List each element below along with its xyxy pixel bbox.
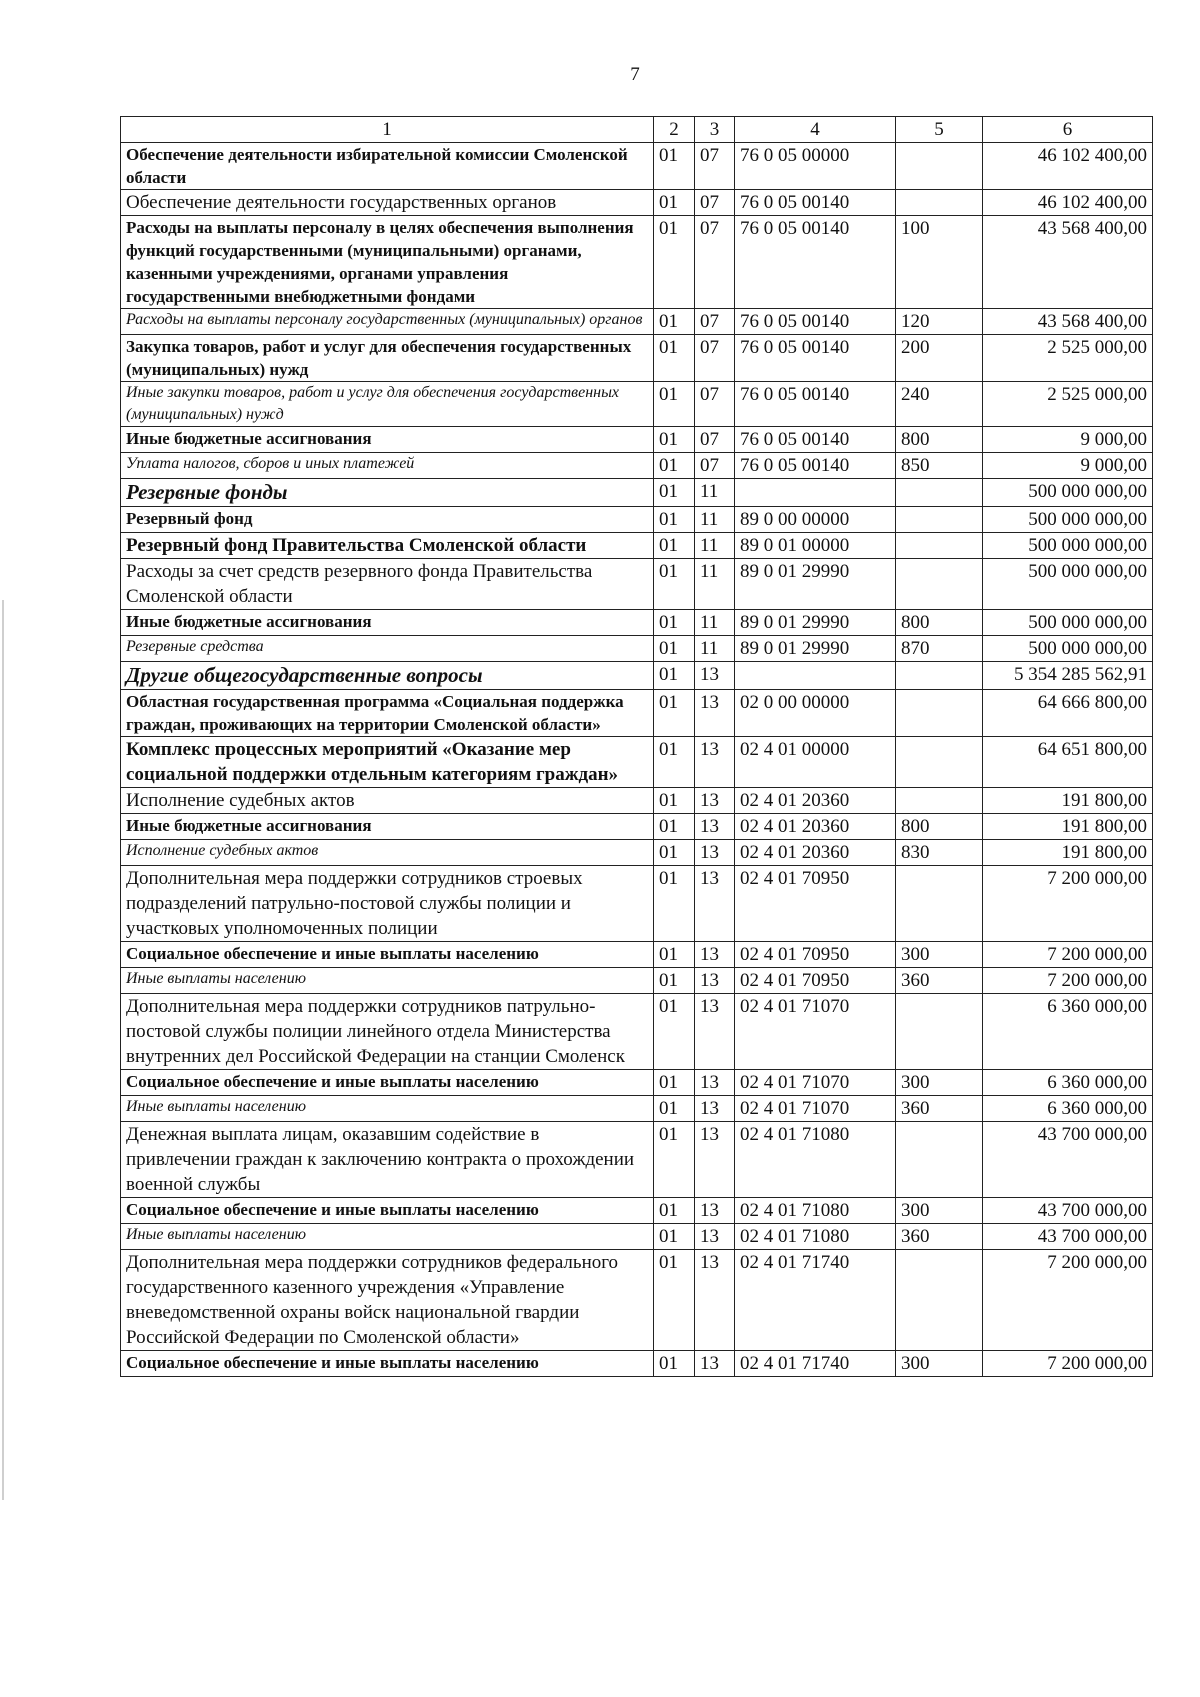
row-subsection-cell: 13 [695, 866, 735, 942]
row-amount-cell: 46 102 400,00 [983, 190, 1153, 216]
row-name-cell: Исполнение судебных актов [121, 840, 654, 866]
row-section-cell: 01 [654, 427, 695, 453]
row-expense-type-cell: 800 [896, 427, 983, 453]
row-section-cell: 01 [654, 533, 695, 559]
row-target-article-cell: 02 4 01 70950 [735, 866, 896, 942]
row-amount-cell: 43 568 400,00 [983, 216, 1153, 309]
row-name-cell: Иные закупки товаров, работ и услуг для обеспечения государственных (муниципальных) нужд [121, 382, 654, 427]
row-target-article-cell: 02 4 01 20360 [735, 788, 896, 814]
row-subsection-cell: 13 [695, 968, 735, 994]
table-row [121, 942, 1153, 968]
row-target-article-cell: 89 0 01 29990 [735, 559, 896, 610]
row-amount-cell: 7 200 000,00 [983, 968, 1153, 994]
row-name-cell: Иные бюджетные ассигнования [121, 610, 654, 636]
row-subsection-cell: 13 [695, 1250, 735, 1351]
table-row [121, 662, 1153, 690]
row-amount-cell: 6 360 000,00 [983, 1096, 1153, 1122]
row-expense-type-cell: 300 [896, 1351, 983, 1377]
row-target-article-cell: 02 4 01 71080 [735, 1198, 896, 1224]
row-section-cell: 01 [654, 840, 695, 866]
row-expense-type-cell: 360 [896, 1096, 983, 1122]
table-row [121, 143, 1153, 190]
row-expense-type-cell: 850 [896, 453, 983, 479]
table-row [121, 1096, 1153, 1122]
table-row [121, 968, 1153, 994]
row-subsection-cell: 13 [695, 840, 735, 866]
row-name-cell: Дополнительная мера поддержки сотрудников строевых подразделений патрульно-постовой службы полиции и участковых уполномоченных полиции [121, 866, 654, 942]
row-target-article-cell: 02 4 01 70950 [735, 942, 896, 968]
row-section-cell: 01 [654, 610, 695, 636]
table-row [121, 190, 1153, 216]
row-subsection-cell: 11 [695, 533, 735, 559]
row-expense-type-cell: 830 [896, 840, 983, 866]
row-name-cell: Социальное обеспечение и иные выплаты населению [121, 942, 654, 968]
row-expense-type-cell [896, 690, 983, 737]
row-expense-type-cell: 240 [896, 382, 983, 427]
table-row [121, 382, 1153, 427]
table-row [121, 559, 1153, 610]
row-subsection-cell: 13 [695, 1096, 735, 1122]
row-name-cell: Закупка товаров, работ и услуг для обеспечения государственных (муниципальных) нужд [121, 335, 654, 382]
table-row [121, 814, 1153, 840]
row-expense-type-cell [896, 1122, 983, 1198]
page-number: 7 [630, 64, 640, 85]
row-section-cell: 01 [654, 814, 695, 840]
column-header-5: 5 [896, 117, 983, 143]
row-subsection-cell: 13 [695, 942, 735, 968]
row-subsection-cell: 07 [695, 190, 735, 216]
row-section-cell: 01 [654, 1096, 695, 1122]
column-header-1: 1 [121, 117, 654, 143]
row-target-article-cell: 76 0 05 00140 [735, 216, 896, 309]
table-header-row [121, 117, 1153, 143]
scan-edge-mark [2, 600, 4, 1500]
row-subsection-cell: 07 [695, 427, 735, 453]
row-amount-cell: 7 200 000,00 [983, 866, 1153, 942]
row-amount-cell: 43 568 400,00 [983, 309, 1153, 335]
row-amount-cell: 46 102 400,00 [983, 143, 1153, 190]
row-amount-cell: 500 000 000,00 [983, 533, 1153, 559]
row-subsection-cell: 11 [695, 559, 735, 610]
column-header-2: 2 [654, 117, 695, 143]
row-name-cell: Расходы на выплаты персоналу государственных (муниципальных) органов [121, 309, 654, 335]
table-row [121, 610, 1153, 636]
table-row [121, 1224, 1153, 1250]
table-row [121, 1351, 1153, 1377]
row-section-cell: 01 [654, 190, 695, 216]
row-expense-type-cell: 300 [896, 1198, 983, 1224]
row-name-cell: Иные бюджетные ассигнования [121, 427, 654, 453]
column-header-4: 4 [735, 117, 896, 143]
row-target-article-cell: 76 0 05 00140 [735, 335, 896, 382]
row-subsection-cell: 13 [695, 788, 735, 814]
row-amount-cell: 9 000,00 [983, 453, 1153, 479]
table-row [121, 533, 1153, 559]
row-section-cell: 01 [654, 143, 695, 190]
row-section-cell: 01 [654, 382, 695, 427]
row-target-article-cell: 02 0 00 00000 [735, 690, 896, 737]
row-target-article-cell: 02 4 01 00000 [735, 737, 896, 788]
row-name-cell: Обеспечение деятельности государственных органов [121, 190, 654, 216]
row-amount-cell: 43 700 000,00 [983, 1122, 1153, 1198]
table-row [121, 453, 1153, 479]
row-subsection-cell: 13 [695, 662, 735, 690]
row-expense-type-cell [896, 1250, 983, 1351]
row-name-cell: Расходы на выплаты персоналу в целях обеспечения выполнения функций государственными (муниципальными) органами, казенными учреждениями, органами управления государственными внебюджетными фондами [121, 216, 654, 309]
row-name-cell: Иные бюджетные ассигнования [121, 814, 654, 840]
row-subsection-cell: 11 [695, 610, 735, 636]
row-target-article-cell: 76 0 05 00140 [735, 190, 896, 216]
row-target-article-cell: 89 0 00 00000 [735, 507, 896, 533]
row-target-article-cell: 02 4 01 70950 [735, 968, 896, 994]
row-subsection-cell: 13 [695, 1198, 735, 1224]
row-name-cell: Резервный фонд Правительства Смоленской области [121, 533, 654, 559]
row-target-article-cell: 02 4 01 71740 [735, 1351, 896, 1377]
row-section-cell: 01 [654, 942, 695, 968]
row-section-cell: 01 [654, 309, 695, 335]
row-target-article-cell: 89 0 01 29990 [735, 610, 896, 636]
row-section-cell: 01 [654, 1198, 695, 1224]
row-name-cell: Денежная выплата лицам, оказавшим содействие в привлечении граждан к заключению контракта о прохождении военной службы [121, 1122, 654, 1198]
row-subsection-cell: 11 [695, 636, 735, 662]
row-name-cell: Исполнение судебных актов [121, 788, 654, 814]
row-target-article-cell [735, 662, 896, 690]
column-header-6: 6 [983, 117, 1153, 143]
row-target-article-cell: 02 4 01 20360 [735, 840, 896, 866]
row-subsection-cell: 13 [695, 1224, 735, 1250]
budget-table [120, 116, 1153, 1377]
row-expense-type-cell [896, 507, 983, 533]
row-name-cell: Резервные фонды [121, 479, 654, 507]
row-target-article-cell: 02 4 01 20360 [735, 814, 896, 840]
row-name-cell: Резервные средства [121, 636, 654, 662]
table-row [121, 690, 1153, 737]
row-expense-type-cell: 800 [896, 610, 983, 636]
row-expense-type-cell [896, 559, 983, 610]
table-row [121, 216, 1153, 309]
row-name-cell: Иные выплаты населению [121, 1096, 654, 1122]
row-amount-cell: 500 000 000,00 [983, 507, 1153, 533]
row-target-article-cell [735, 479, 896, 507]
row-section-cell: 01 [654, 1070, 695, 1096]
column-header-3: 3 [695, 117, 735, 143]
row-section-cell: 01 [654, 788, 695, 814]
row-section-cell: 01 [654, 453, 695, 479]
table-row [121, 788, 1153, 814]
row-section-cell: 01 [654, 968, 695, 994]
row-subsection-cell: 07 [695, 382, 735, 427]
row-section-cell: 01 [654, 1351, 695, 1377]
row-name-cell: Областная государственная программа «Социальная поддержка граждан, проживающих на территории Смоленской области» [121, 690, 654, 737]
row-amount-cell: 191 800,00 [983, 840, 1153, 866]
row-name-cell: Обеспечение деятельности избирательной комиссии Смоленской области [121, 143, 654, 190]
row-target-article-cell: 02 4 01 71740 [735, 1250, 896, 1351]
row-amount-cell: 43 700 000,00 [983, 1198, 1153, 1224]
row-name-cell: Иные выплаты населению [121, 968, 654, 994]
table-row [121, 1250, 1153, 1351]
row-target-article-cell: 89 0 01 00000 [735, 533, 896, 559]
row-expense-type-cell: 200 [896, 335, 983, 382]
table-row [121, 1198, 1153, 1224]
row-amount-cell: 64 651 800,00 [983, 737, 1153, 788]
row-amount-cell: 43 700 000,00 [983, 1224, 1153, 1250]
row-section-cell: 01 [654, 559, 695, 610]
row-subsection-cell: 13 [695, 690, 735, 737]
row-amount-cell: 5 354 285 562,91 [983, 662, 1153, 690]
row-subsection-cell: 13 [695, 1070, 735, 1096]
row-amount-cell: 64 666 800,00 [983, 690, 1153, 737]
row-name-cell: Социальное обеспечение и иные выплаты населению [121, 1351, 654, 1377]
row-section-cell: 01 [654, 507, 695, 533]
row-expense-type-cell [896, 994, 983, 1070]
row-amount-cell: 6 360 000,00 [983, 994, 1153, 1070]
row-subsection-cell: 11 [695, 507, 735, 533]
table-row [121, 636, 1153, 662]
table-row [121, 840, 1153, 866]
row-target-article-cell: 02 4 01 71070 [735, 1096, 896, 1122]
row-name-cell: Дополнительная мера поддержки сотрудников патрульно-постовой службы полиции линейного отдела Министерства внутренних дел Российской Федерации на станции Смоленск [121, 994, 654, 1070]
row-target-article-cell: 76 0 05 00140 [735, 382, 896, 427]
row-subsection-cell: 07 [695, 143, 735, 190]
row-target-article-cell: 02 4 01 71080 [735, 1122, 896, 1198]
row-target-article-cell: 02 4 01 71070 [735, 1070, 896, 1096]
row-expense-type-cell: 120 [896, 309, 983, 335]
row-expense-type-cell: 100 [896, 216, 983, 309]
row-expense-type-cell: 300 [896, 942, 983, 968]
table-row [121, 994, 1153, 1070]
row-target-article-cell: 02 4 01 71080 [735, 1224, 896, 1250]
row-name-cell: Другие общегосударственные вопросы [121, 662, 654, 690]
row-target-article-cell: 89 0 01 29990 [735, 636, 896, 662]
row-section-cell: 01 [654, 335, 695, 382]
row-expense-type-cell [896, 479, 983, 507]
row-amount-cell: 500 000 000,00 [983, 479, 1153, 507]
row-amount-cell: 500 000 000,00 [983, 636, 1153, 662]
row-amount-cell: 6 360 000,00 [983, 1070, 1153, 1096]
row-expense-type-cell [896, 190, 983, 216]
table-row [121, 1070, 1153, 1096]
table-row [121, 507, 1153, 533]
table-row [121, 1122, 1153, 1198]
row-amount-cell: 7 200 000,00 [983, 1250, 1153, 1351]
row-section-cell: 01 [654, 1224, 695, 1250]
row-section-cell: 01 [654, 690, 695, 737]
row-target-article-cell: 76 0 05 00140 [735, 427, 896, 453]
row-target-article-cell: 76 0 05 00000 [735, 143, 896, 190]
table-row [121, 309, 1153, 335]
row-subsection-cell: 07 [695, 453, 735, 479]
row-section-cell: 01 [654, 1250, 695, 1351]
row-name-cell: Дополнительная мера поддержки сотрудников федерального государственного казенного учреждения «Управление вневедомственной охраны войск национальной гвардии Российской Федерации по Смоленской области» [121, 1250, 654, 1351]
row-section-cell: 01 [654, 994, 695, 1070]
row-section-cell: 01 [654, 866, 695, 942]
row-amount-cell: 500 000 000,00 [983, 559, 1153, 610]
row-target-article-cell: 76 0 05 00140 [735, 309, 896, 335]
row-amount-cell: 500 000 000,00 [983, 610, 1153, 636]
row-name-cell: Социальное обеспечение и иные выплаты населению [121, 1198, 654, 1224]
row-subsection-cell: 13 [695, 994, 735, 1070]
row-name-cell: Расходы за счет средств резервного фонда Правительства Смоленской области [121, 559, 654, 610]
table-row [121, 427, 1153, 453]
row-name-cell: Иные выплаты населению [121, 1224, 654, 1250]
row-subsection-cell: 07 [695, 216, 735, 309]
row-name-cell: Уплата налогов, сборов и иных платежей [121, 453, 654, 479]
row-expense-type-cell [896, 533, 983, 559]
row-section-cell: 01 [654, 1122, 695, 1198]
row-section-cell: 01 [654, 737, 695, 788]
row-target-article-cell: 02 4 01 71070 [735, 994, 896, 1070]
row-name-cell: Социальное обеспечение и иные выплаты населению [121, 1070, 654, 1096]
row-amount-cell: 7 200 000,00 [983, 1351, 1153, 1377]
row-subsection-cell: 07 [695, 309, 735, 335]
row-amount-cell: 9 000,00 [983, 427, 1153, 453]
row-subsection-cell: 13 [695, 814, 735, 840]
row-subsection-cell: 13 [695, 1122, 735, 1198]
row-expense-type-cell: 360 [896, 1224, 983, 1250]
row-amount-cell: 191 800,00 [983, 788, 1153, 814]
row-expense-type-cell [896, 788, 983, 814]
row-amount-cell: 191 800,00 [983, 814, 1153, 840]
row-subsection-cell: 11 [695, 479, 735, 507]
row-expense-type-cell [896, 662, 983, 690]
row-section-cell: 01 [654, 662, 695, 690]
row-target-article-cell: 76 0 05 00140 [735, 453, 896, 479]
row-subsection-cell: 07 [695, 335, 735, 382]
row-expense-type-cell [896, 737, 983, 788]
row-expense-type-cell: 300 [896, 1070, 983, 1096]
row-name-cell: Резервный фонд [121, 507, 654, 533]
row-amount-cell: 2 525 000,00 [983, 335, 1153, 382]
row-expense-type-cell: 800 [896, 814, 983, 840]
row-subsection-cell: 13 [695, 1351, 735, 1377]
table-row [121, 866, 1153, 942]
row-expense-type-cell [896, 866, 983, 942]
row-expense-type-cell [896, 143, 983, 190]
row-name-cell: Комплекс процессных мероприятий «Оказание мер социальной поддержки отдельным категориям граждан» [121, 737, 654, 788]
row-section-cell: 01 [654, 636, 695, 662]
row-expense-type-cell: 360 [896, 968, 983, 994]
table-row [121, 479, 1153, 507]
table-row [121, 335, 1153, 382]
row-section-cell: 01 [654, 216, 695, 309]
row-section-cell: 01 [654, 479, 695, 507]
row-subsection-cell: 13 [695, 737, 735, 788]
row-amount-cell: 2 525 000,00 [983, 382, 1153, 427]
row-expense-type-cell: 870 [896, 636, 983, 662]
row-amount-cell: 7 200 000,00 [983, 942, 1153, 968]
table-row [121, 737, 1153, 788]
